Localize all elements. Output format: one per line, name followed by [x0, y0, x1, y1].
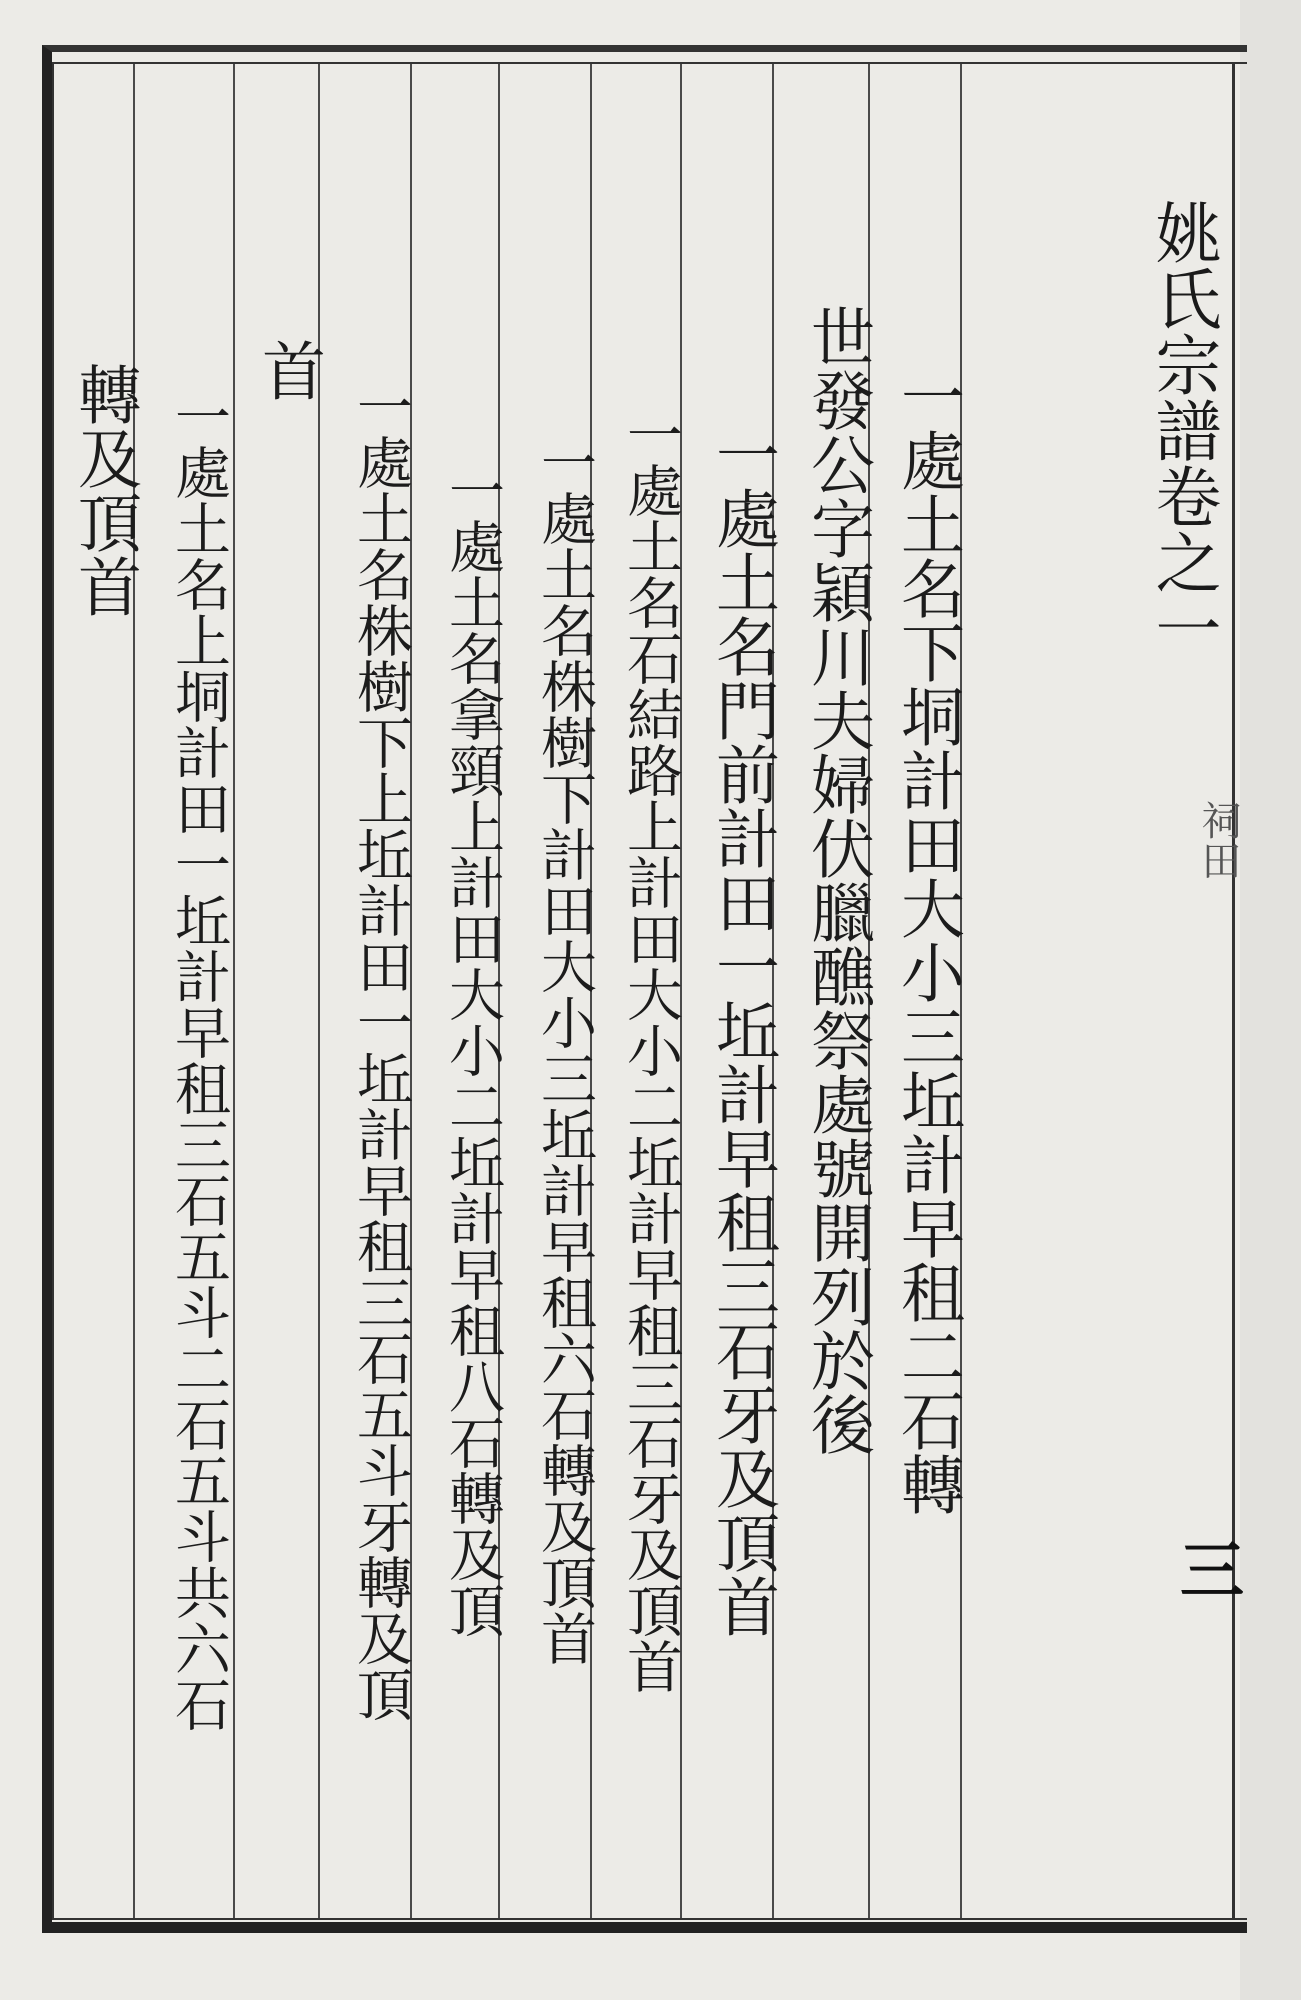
page-edge [1240, 0, 1301, 2000]
text-column-1: 一處土名下垌計田大小三坵計早租二石轉 [890, 364, 964, 1516]
header-column [1142, 70, 1222, 790]
volume-label: 卷之一 [1144, 463, 1221, 661]
column-rule [233, 64, 235, 1918]
page-number: 三 [1180, 1534, 1244, 1609]
text-column-10: 轉及頂首 [67, 362, 141, 618]
text-column-4: 一處土名石結路上計田大小二坵計早租三石牙及頂首 [618, 406, 683, 1694]
text-column-8: 首 [251, 338, 325, 402]
column-rule [1232, 64, 1235, 1918]
text-column-7: 一處土名株樹下上坵計田一坵計早租三石五斗牙轉及頂 [348, 378, 413, 1722]
text-column-3: 一處土名門前計田一坵計早租三石牙及頂首 [705, 422, 779, 1638]
text-column-6: 一處土名拿頸上計田大小二坵計早租八石轉及頂 [440, 462, 505, 1638]
text-column-2: 世發公字穎川夫婦伏臘醮祭處號開列於後 [800, 304, 874, 1456]
section-label: 祠田 [1195, 800, 1241, 880]
text-column-5: 一處土名株樹下計田大小三坵計早租六石轉及頂首 [532, 434, 597, 1666]
text-column-9: 一處土名上垌計田一坵計早租三石五斗二石五斗共六石 [166, 388, 231, 1732]
book-title: 姚氏宗譜 [1144, 199, 1221, 463]
